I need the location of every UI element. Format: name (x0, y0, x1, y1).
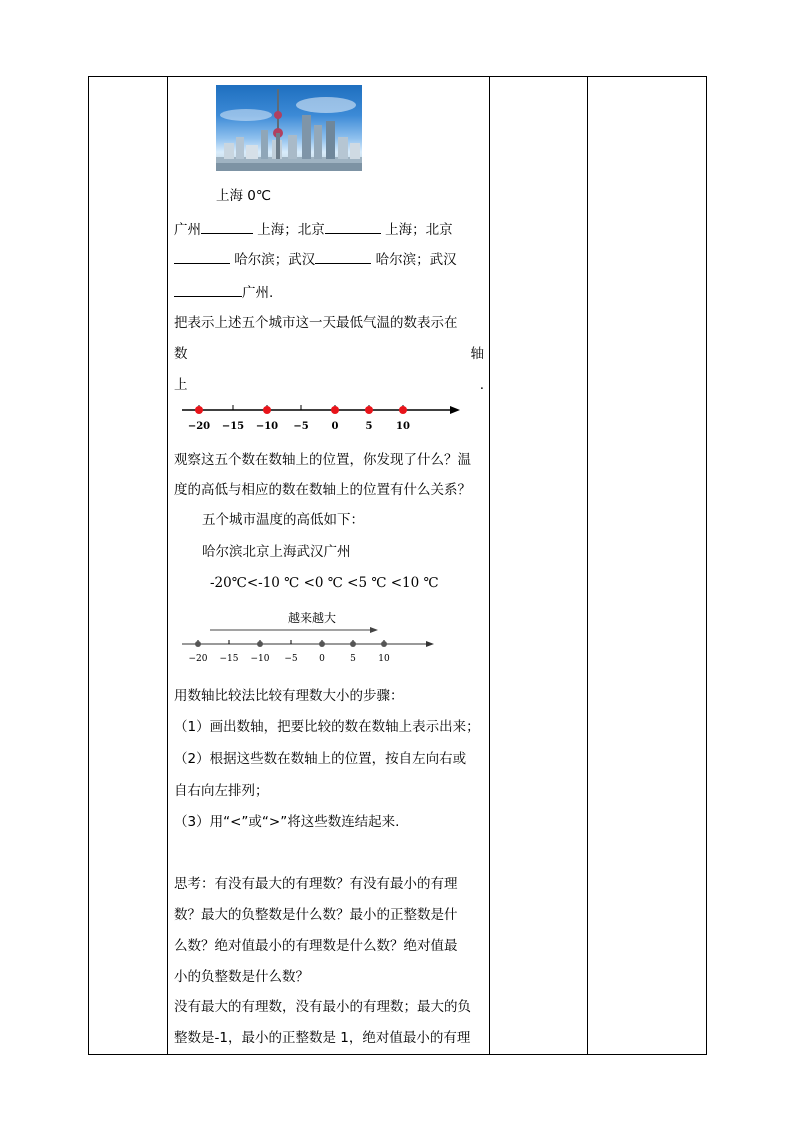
shanghai-skyline-photo (216, 85, 362, 171)
task-line-3: 上 . (174, 377, 484, 393)
temperature-point (331, 406, 339, 414)
steps-heading: 用数轴比较法比较有理数大小的步骤： (174, 688, 404, 704)
tick-label: −20 (188, 654, 208, 664)
number-line-2 (176, 606, 438, 666)
tick-label: −15 (219, 654, 239, 664)
order-cities: 哈尔滨北京上海武汉广州 (202, 544, 351, 560)
temperature-point (195, 641, 201, 647)
temperature-point (195, 406, 203, 414)
tick-label: −20 (187, 421, 211, 432)
direction-arrowhead (370, 627, 378, 633)
table-bottom-border (88, 1054, 707, 1055)
temperature-point (263, 406, 271, 414)
tick-label: 0 (331, 421, 339, 432)
arrow-label: 越来越大 (288, 611, 337, 625)
tick-label: 5 (365, 421, 373, 432)
compare-line-3: 广州. (174, 282, 484, 302)
answer-blank[interactable] (174, 249, 230, 264)
step-2: （2）根据这些数在数轴上的位置，按自左向右或 (174, 751, 467, 767)
axis-arrow (450, 406, 460, 414)
temperature-point (257, 641, 263, 647)
photo-caption: 上海 0℃ (216, 188, 272, 204)
think-line-4: 小的负整数是什么数？ (174, 969, 309, 985)
number-line-1 (176, 398, 466, 434)
think-line-3: 么数？绝对值最小的有理数是什么数？绝对值最 (174, 938, 458, 954)
axis-arrow (426, 641, 434, 647)
compare-line-1: 广州 上海；北京 上海；北京 (174, 219, 484, 239)
answer-line-1: 没有最大的有理数，没有最小的有理数；最大的负 (174, 999, 471, 1015)
think-line-2: 数？最大的负整数是什么数？最小的正整数是什 (174, 907, 458, 923)
table-col-line (587, 76, 588, 1055)
table-top-border (88, 76, 707, 77)
table-col-line (489, 76, 490, 1055)
answer-blank[interactable] (174, 282, 242, 297)
step-1: （1）画出数轴，把要比较的数在数轴上表示出来； (174, 719, 480, 735)
compare-line-2: 哈尔滨；武汉 哈尔滨；武汉 (174, 249, 484, 269)
temperature-point (319, 641, 325, 647)
observe-line-2: 度的高低与相应的数在数轴上的位置有什么关系？ (174, 482, 471, 498)
tick-label: 10 (396, 421, 410, 432)
think-line-1: 思考：有没有最大的有理数？有没有最小的有理 (174, 876, 458, 892)
step-3: （3）用“<”或“>”将这些数连结起来. (174, 814, 400, 830)
task-line-1: 把表示上述五个城市这一天最低气温的数表示在 (174, 315, 458, 331)
temperature-point (399, 406, 407, 414)
tick-label: −10 (250, 654, 270, 664)
order-heading: 五个城市温度的高低如下： (202, 512, 364, 528)
answer-blank[interactable] (201, 219, 253, 234)
table-col-line (706, 76, 707, 1055)
tick-label: 10 (378, 654, 390, 664)
answer-blank[interactable] (325, 219, 381, 234)
task-line-2: 数 轴 (174, 346, 484, 362)
tick-label: 0 (319, 654, 325, 664)
tick-label: −5 (284, 654, 298, 664)
observe-line-1: 观察这五个数在数轴上的位置，你发现了什么？温 (174, 452, 471, 468)
table-col-line (167, 76, 168, 1055)
tick-label: −15 (221, 421, 245, 432)
temperature-point (381, 641, 387, 647)
tick-label: −5 (293, 421, 309, 432)
tick-label: 5 (350, 654, 356, 664)
answer-blank[interactable] (315, 249, 371, 264)
tick-label: −10 (255, 421, 279, 432)
answer-line-2: 整数是-1，最小的正整数是 1，绝对值最小的有理 (174, 1030, 471, 1046)
step-2-cont: 自右向左排列； (174, 783, 269, 799)
table-col-line (88, 76, 89, 1055)
temperature-point (350, 641, 356, 647)
temperature-point (365, 406, 373, 414)
skyline-image (216, 85, 362, 171)
order-inequality: -20℃<-10 ℃ <0 ℃ <5 ℃ <10 ℃ (210, 575, 439, 591)
